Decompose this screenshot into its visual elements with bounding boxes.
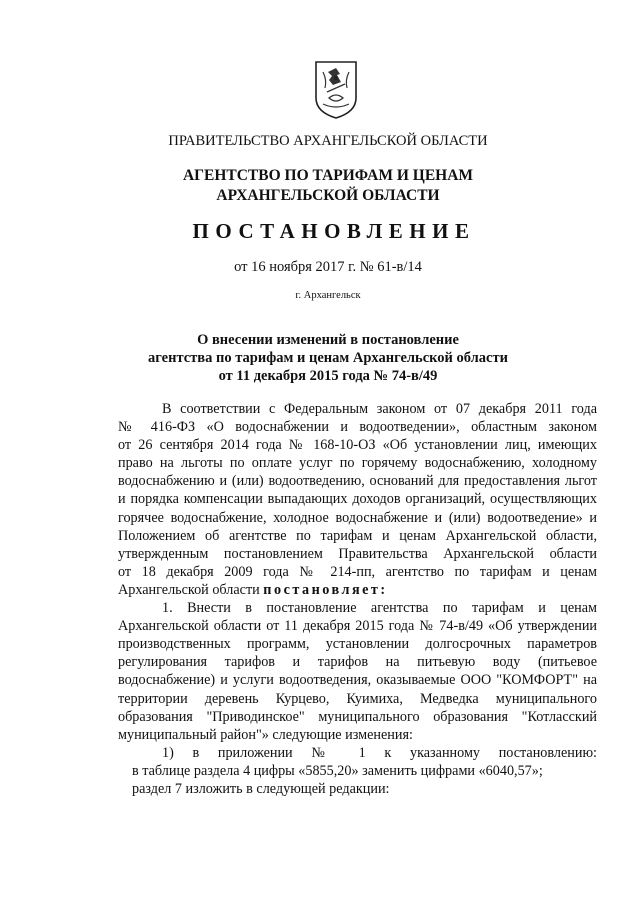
body-line: муниципальный район"» следующие изменения: [118,726,413,743]
city: г. Архангельск [295,290,361,301]
date-number: от 16 ноября 2017 г. № 61-в/14 [234,259,422,275]
coat-of-arms-icon [313,58,359,120]
resolution-word: постановляет: [263,581,388,598]
body-line: от 18 декабря 2009 года № 214-пп, агентство по тарифам и ценам [118,563,597,580]
body-line: горячее водоснабжение, холодное водоснабжение и (или) водоотведение» и [118,509,597,526]
government-name: ПРАВИТЕЛЬСТВО АРХАНГЕЛЬСКОЙ ОБЛАСТИ [168,133,488,149]
subject-line1: О внесении изменений в постановление [197,332,459,348]
agency-name-line2: АРХАНГЕЛЬСКОЙ ОБЛАСТИ [216,187,440,204]
document-body [118,400,597,798]
body-line: право на льготы по оплате услуг по горячему водоснабжению, холодному [118,455,597,472]
body-line: территории деревень Курцево, Куимиха, Медведка муниципального [118,690,597,707]
body-line: 1) в приложении № 1 к указанному постановлению: [162,744,597,761]
body-line: образования "Приводинское" муниципального образования "Котласский [118,708,597,725]
body-line: утвержденным постановлением Правительства Архангельской области [118,545,597,562]
body-line: от 26 сентября 2014 года № 168-10-ОЗ «Об установлении лиц, имеющих [118,437,597,454]
subject-line2: агентства по тарифам и ценам Архангельской области [148,350,508,366]
body-line: водоснабжению и (или) водоотведению, оснований для предоставления льгот [118,473,597,490]
body-line: Архангельской области от 11 декабря 2015 года № 74-в/49 «Об утверждении [118,618,597,635]
body-line: В соответствии с Федеральным законом от 07 декабря 2011 года [162,401,597,417]
body-line: 1. Внести в постановление агентства по тарифам и ценам [162,600,597,617]
body-line-text: Архангельской области [118,581,260,598]
body-line: № 416-ФЗ «О водоснабжении и водоотведении», областным законом [118,419,597,436]
body-line: регулирования тарифов и тарифов на питьевую воду (питьевое [118,654,597,671]
body-line: производственных программ, установлении долгосрочных параметров [118,636,597,653]
body-line: раздел 7 изложить в следующей редакции: [132,780,390,797]
agency-name-line1: АГЕНТСТВО ПО ТАРИФАМ И ЦЕНАМ [182,167,474,184]
document-type: ПОСТАНОВЛЕНИЕ [192,219,476,243]
body-line-resolution [118,581,597,599]
body-line: в таблице раздела 4 цифры «5855,20» заменить цифрами «6040,57»; [132,762,543,779]
body-line: Положением об агентстве по тарифам и ценам Архангельской области, [118,527,597,544]
body-line: водоснабжение) и услуги водоотведения, оказываемые ООО "КОМФОРТ" на [118,672,597,689]
body-line: и порядка компенсации выпадающих доходов организаций, осуществляющих [118,491,597,508]
subject-line3: от 11 декабря 2015 года № 74-в/49 [218,368,438,384]
